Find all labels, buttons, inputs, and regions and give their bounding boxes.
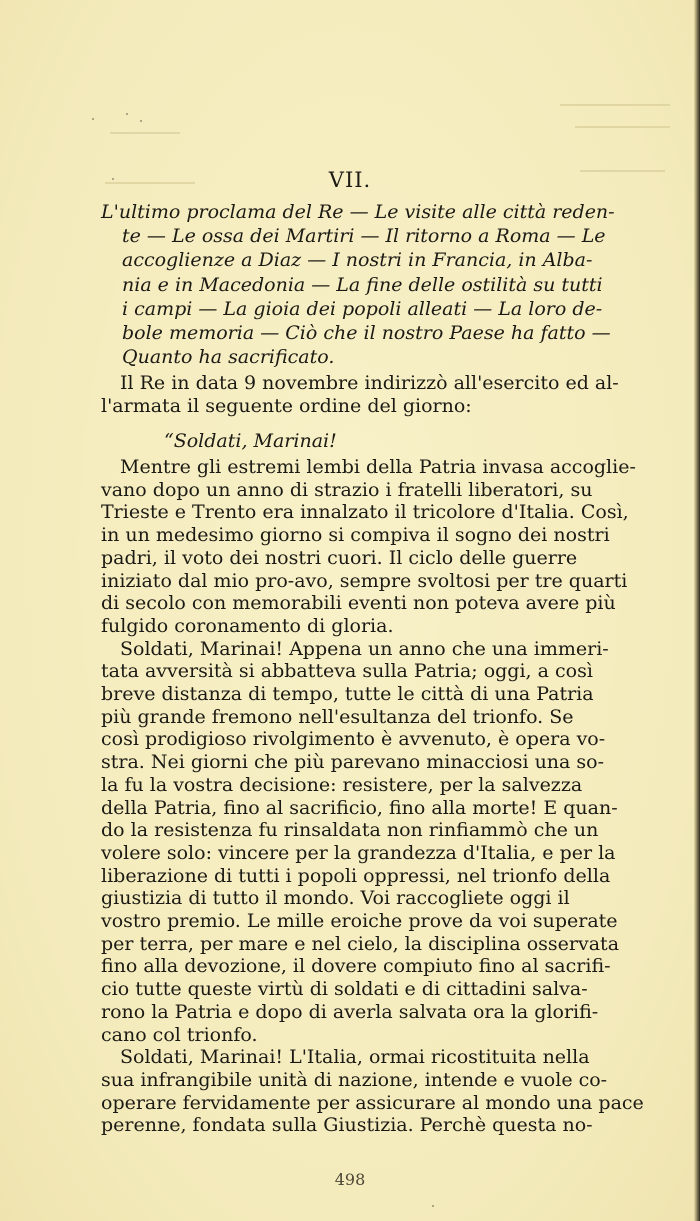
proclamation-salutation: “Soldati, Marinai! bbox=[164, 430, 337, 452]
proclamation-line: fulgido coronamento di gloria. bbox=[101, 614, 394, 637]
proclamation-line: per terra, per mare e nel cielo, la disciplina osservata bbox=[101, 932, 620, 955]
proclamation-line: più grande fremono nell'esultanza del trionfo. Se bbox=[101, 705, 574, 728]
proclamation-line: iniziato dal mio pro-avo, sempre svoltosi per tre quarti bbox=[101, 569, 628, 592]
proclamation-line: cio tutte queste virtù di soldati e di cittadini salva- bbox=[101, 978, 588, 1001]
proclamation-line: volere solo: vincere per la grandezza d'Italia, e per la bbox=[101, 841, 616, 864]
proclamation-line: vostro premio. Le mille eroiche prove da voi superate bbox=[101, 910, 618, 933]
print-speck bbox=[92, 118, 94, 120]
page-number: 498 bbox=[334, 1170, 366, 1189]
summary-line: bole memoria — Ciò che il nostro Paese ha fatto — bbox=[122, 322, 611, 345]
proclamation-text bbox=[101, 456, 663, 1137]
summary-line: nia e in Macedonia — La fine delle ostilità su tutti bbox=[122, 273, 603, 296]
intro-line: Il Re in data 9 novembre indirizzò all'esercito ed al- bbox=[120, 372, 619, 394]
intro-paragraph bbox=[101, 372, 663, 417]
bleed-through-mark bbox=[575, 126, 670, 128]
summary-line: L'ultimo proclama del Re — Le visite alle città reden- bbox=[101, 201, 615, 223]
print-speck bbox=[432, 1205, 434, 1207]
proclamation-line: vano dopo un anno di strazio i fratelli liberatori, su bbox=[101, 478, 593, 501]
bleed-through-mark bbox=[560, 104, 670, 106]
proclamation-line: cano col trionfo. bbox=[101, 1023, 258, 1046]
chapter-summary bbox=[101, 200, 661, 369]
proclamation-line: do la resistenza fu rinsaldata non rinfiammò che un bbox=[101, 819, 599, 842]
proclamation-line: stra. Nei giorni che più parevano minacciosi una so- bbox=[101, 751, 605, 774]
proclamation-line: fino alla devozione, il dovere compiuto fino al sacrifi- bbox=[101, 955, 611, 978]
summary-line: i campi — La gioia dei popoli alleati — La loro de- bbox=[122, 297, 603, 320]
proclamation-line: padri, il voto dei nostri cuori. Il ciclo delle guerre bbox=[101, 546, 578, 569]
proclamation-line: breve distanza di tempo, tutte le città di una Patria bbox=[101, 683, 594, 706]
proclamation-line: Soldati, Marinai! L'Italia, ormai ricostituita nella bbox=[120, 1046, 590, 1069]
proclamation-line: sua infrangibile unità di nazione, intende e vuole co- bbox=[101, 1068, 608, 1091]
print-speck bbox=[140, 120, 142, 122]
proclamation-line: la fu la vostra decisione: resistere, per la salvezza bbox=[101, 773, 583, 796]
proclamation-line: Trieste e Trento era innalzato il tricolore d'Italia. Così, bbox=[101, 501, 629, 524]
proclamation-line: di secolo con memorabili eventi non poteva avere più bbox=[101, 592, 616, 615]
proclamation-line: della Patria, fino al sacrificio, fino alla morte! E quan- bbox=[101, 796, 618, 819]
proclamation-line: perenne, fondata sulla Giustizia. Perchè questa no- bbox=[101, 1114, 593, 1137]
proclamation-line: Soldati, Marinai! Appena un anno che una immeri- bbox=[120, 637, 609, 660]
print-speck bbox=[126, 113, 128, 115]
proclamation-line: tata avversità si abbatteva sulla Patria; oggi, a così bbox=[101, 660, 593, 683]
bleed-through-mark bbox=[110, 132, 180, 134]
proclamation-line: così prodigioso rivolgimento è avvenuto, è opera vo- bbox=[101, 728, 606, 751]
proclamation-line: in un medesimo giorno si compiva il sogno dei nostri bbox=[101, 524, 610, 547]
proclamation-line: rono la Patria e dopo di averla salvata ora la glorifi- bbox=[101, 1000, 599, 1023]
proclamation-line: Mentre gli estremi lembi della Patria invasa accoglie- bbox=[120, 456, 636, 478]
proclamation-line: operare fervidamente per assicurare al mondo una pace bbox=[101, 1091, 644, 1114]
proclamation-line: liberazione di tutti i popoli oppressi, nel trionfo della bbox=[101, 864, 611, 887]
proclamation-line: giustizia di tutto il mondo. Voi raccogliete oggi il bbox=[101, 887, 570, 910]
summary-line: te — Le ossa dei Martiri — Il ritorno a Roma — Le bbox=[122, 225, 606, 248]
intro-line: l'armata il seguente ordine del giorno: bbox=[101, 394, 472, 417]
summary-line: Quanto ha sacrificato. bbox=[122, 346, 335, 369]
summary-line: accoglienze a Diaz — I nostri in Francia, in Alba- bbox=[122, 249, 593, 272]
chapter-heading: VII. bbox=[328, 168, 372, 192]
